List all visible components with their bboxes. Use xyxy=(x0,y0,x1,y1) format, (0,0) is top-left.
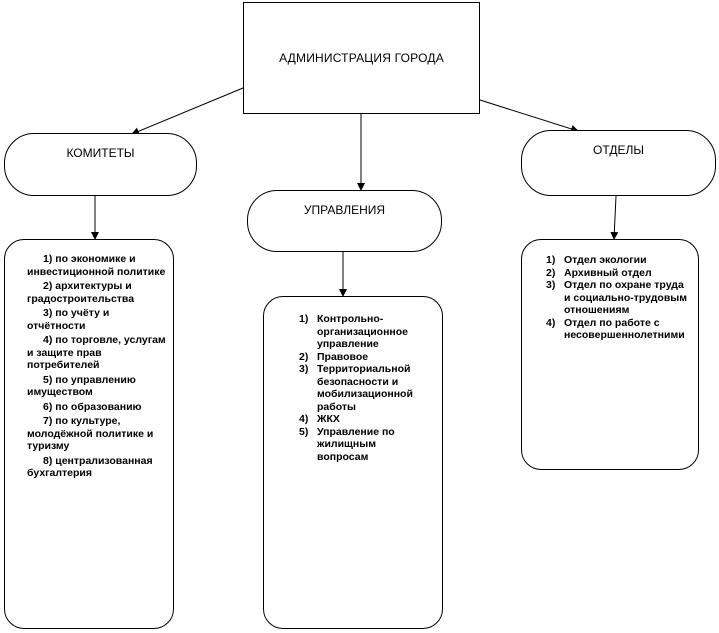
otdely-list-box xyxy=(521,239,699,470)
upravleniya-list-box xyxy=(263,296,443,629)
list-item: Управление по жилищным вопросам xyxy=(317,425,395,463)
list-item: 2) архитектуры и градостроительства xyxy=(27,280,135,305)
item-number: 3) xyxy=(546,279,556,291)
arrow-root-to-otdely xyxy=(480,100,578,131)
item-number: 4) xyxy=(546,316,556,329)
list-item: 1) по экономике и инвестиционной политике xyxy=(27,253,166,278)
list-item: 5) по управлению имуществом xyxy=(27,373,136,398)
item-number: 1) xyxy=(546,254,556,266)
list-item: Контрольно-организационное управление xyxy=(317,313,409,350)
list-item: Архивный отдел xyxy=(564,266,652,279)
arrow-otdely-to-list xyxy=(614,196,616,239)
item-number: 3) xyxy=(299,363,309,375)
root-node xyxy=(243,2,480,114)
branch-komitety xyxy=(4,133,197,196)
list-item: 8) централизованная бухгалтерия xyxy=(27,454,153,479)
komitety-list-box xyxy=(4,239,174,629)
list-item: Отдел по охране труда и социально-трудовым отношениям xyxy=(564,279,688,316)
arrow-root-to-komitety xyxy=(132,88,243,134)
branch-upravleniya xyxy=(247,190,442,252)
item-number: 2) xyxy=(546,266,556,279)
list-item: Отдел по работе с несовершеннолетними xyxy=(564,316,685,341)
item-number: 4) xyxy=(299,413,309,425)
branch-title: ОТДЕЛЫ xyxy=(593,143,644,157)
root-title: АДМИНИСТРАЦИЯ ГОРОДА xyxy=(279,51,444,65)
list-item: 3) по учёту и отчётности xyxy=(27,307,110,332)
list-item: Правовое xyxy=(317,350,369,363)
list-item: 7) по культуре, молодёжной политике и туризму xyxy=(27,415,154,452)
branch-otdely xyxy=(521,130,716,196)
item-number: 1) xyxy=(299,313,309,325)
list-item: Отдел экологии xyxy=(564,254,647,266)
list-item: ЖКХ xyxy=(317,413,340,425)
item-number: 5) xyxy=(299,425,309,438)
list-item: Территориальной безопасности и мобилизационной работы xyxy=(317,363,413,413)
branch-title: КОМИТЕТЫ xyxy=(66,146,135,160)
branch-title: УПРАВЛЕНИЯ xyxy=(303,203,386,217)
list-item: 4) по торговле, услугам и защите прав потребителей xyxy=(27,334,166,371)
list-item: 6) по образованию xyxy=(43,400,142,413)
item-number: 2) xyxy=(299,350,309,363)
